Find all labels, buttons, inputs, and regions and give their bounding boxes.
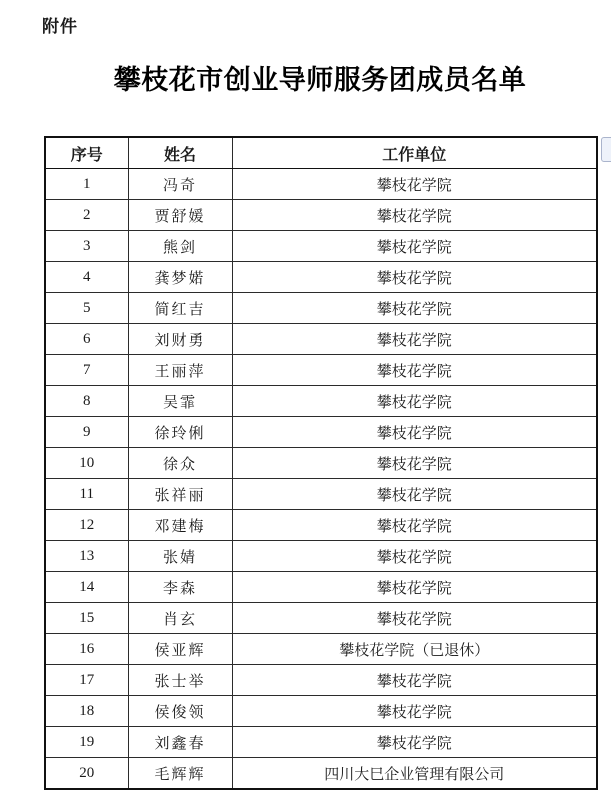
- row-number: 1: [45, 169, 128, 200]
- work-unit: 攀枝花学院: [232, 293, 597, 324]
- work-unit: 攀枝花学院: [232, 417, 597, 448]
- member-name: 徐玲俐: [128, 417, 232, 448]
- row-number: 4: [45, 262, 128, 293]
- member-name: 侯亚辉: [128, 634, 232, 665]
- work-unit: 四川大巳企业管理有限公司: [232, 758, 597, 790]
- table-row: [45, 293, 597, 324]
- table-row: [45, 200, 597, 231]
- table-row: [45, 727, 597, 758]
- table-row: [45, 510, 597, 541]
- member-name: 王丽萍: [128, 355, 232, 386]
- table-row: [45, 572, 597, 603]
- work-unit: 攀枝花学院: [232, 448, 597, 479]
- table-row: [45, 262, 597, 293]
- member-name: 刘财勇: [128, 324, 232, 355]
- member-name: 刘鑫春: [128, 727, 232, 758]
- row-number: 6: [45, 324, 128, 355]
- row-number: 17: [45, 665, 128, 696]
- member-name: 邓建梅: [128, 510, 232, 541]
- row-number: 8: [45, 386, 128, 417]
- row-number: 19: [45, 727, 128, 758]
- member-name: 徐众: [128, 448, 232, 479]
- member-name: 张祥丽: [128, 479, 232, 510]
- header-no: 序号: [45, 137, 128, 169]
- member-name: 熊剑: [128, 231, 232, 262]
- work-unit: 攀枝花学院: [232, 696, 597, 727]
- table-row: [45, 634, 597, 665]
- row-number: 18: [45, 696, 128, 727]
- row-number: 11: [45, 479, 128, 510]
- work-unit: 攀枝花学院: [232, 386, 597, 417]
- table-row: [45, 541, 597, 572]
- work-unit: 攀枝花学院: [232, 510, 597, 541]
- row-number: 12: [45, 510, 128, 541]
- work-unit: 攀枝花学院: [232, 231, 597, 262]
- table-row: [45, 448, 597, 479]
- work-unit: 攀枝花学院: [232, 541, 597, 572]
- work-unit: 攀枝花学院: [232, 324, 597, 355]
- table-row: [45, 231, 597, 262]
- work-unit: 攀枝花学院: [232, 262, 597, 293]
- row-number: 7: [45, 355, 128, 386]
- member-name: 张士举: [128, 665, 232, 696]
- table-row: [45, 479, 597, 510]
- work-unit: 攀枝花学院（已退休）: [232, 634, 597, 665]
- row-number: 2: [45, 200, 128, 231]
- table-row: [45, 169, 597, 200]
- work-unit: 攀枝花学院: [232, 727, 597, 758]
- member-name: 冯奇: [128, 169, 232, 200]
- member-name: 简红吉: [128, 293, 232, 324]
- work-unit: 攀枝花学院: [232, 603, 597, 634]
- work-unit: 攀枝花学院: [232, 355, 597, 386]
- header-unit: 工作单位: [232, 137, 597, 169]
- row-number: 9: [45, 417, 128, 448]
- table-row: [45, 665, 597, 696]
- work-unit: 攀枝花学院: [232, 572, 597, 603]
- row-number: 5: [45, 293, 128, 324]
- member-table: [44, 136, 598, 790]
- member-name: 肖玄: [128, 603, 232, 634]
- member-name: 吴霏: [128, 386, 232, 417]
- member-name: 李森: [128, 572, 232, 603]
- row-number: 14: [45, 572, 128, 603]
- work-unit: 攀枝花学院: [232, 665, 597, 696]
- member-name: 贾舒媛: [128, 200, 232, 231]
- row-number: 3: [45, 231, 128, 262]
- table-row: [45, 417, 597, 448]
- member-name: 张婧: [128, 541, 232, 572]
- member-name: 龚梦婼: [128, 262, 232, 293]
- row-number: 15: [45, 603, 128, 634]
- table-row: [45, 696, 597, 727]
- table-body: [45, 169, 597, 790]
- table-row: [45, 324, 597, 355]
- table-row: [45, 603, 597, 634]
- row-number: 20: [45, 758, 128, 790]
- work-unit: 攀枝花学院: [232, 479, 597, 510]
- scrollbar-thumb[interactable]: [601, 137, 611, 162]
- table-row: [45, 758, 597, 790]
- row-number: 10: [45, 448, 128, 479]
- table-row: [45, 355, 597, 386]
- work-unit: 攀枝花学院: [232, 200, 597, 231]
- member-name: 毛辉辉: [128, 758, 232, 790]
- table-row: [45, 386, 597, 417]
- attachment-label: 附件: [42, 17, 78, 36]
- member-name: 侯俊领: [128, 696, 232, 727]
- work-unit: 攀枝花学院: [232, 169, 597, 200]
- page-title: 攀枝花市创业导师服务团成员名单: [113, 65, 527, 95]
- row-number: 13: [45, 541, 128, 572]
- row-number: 16: [45, 634, 128, 665]
- header-name: 姓名: [128, 137, 232, 169]
- table-header-row: [45, 137, 597, 169]
